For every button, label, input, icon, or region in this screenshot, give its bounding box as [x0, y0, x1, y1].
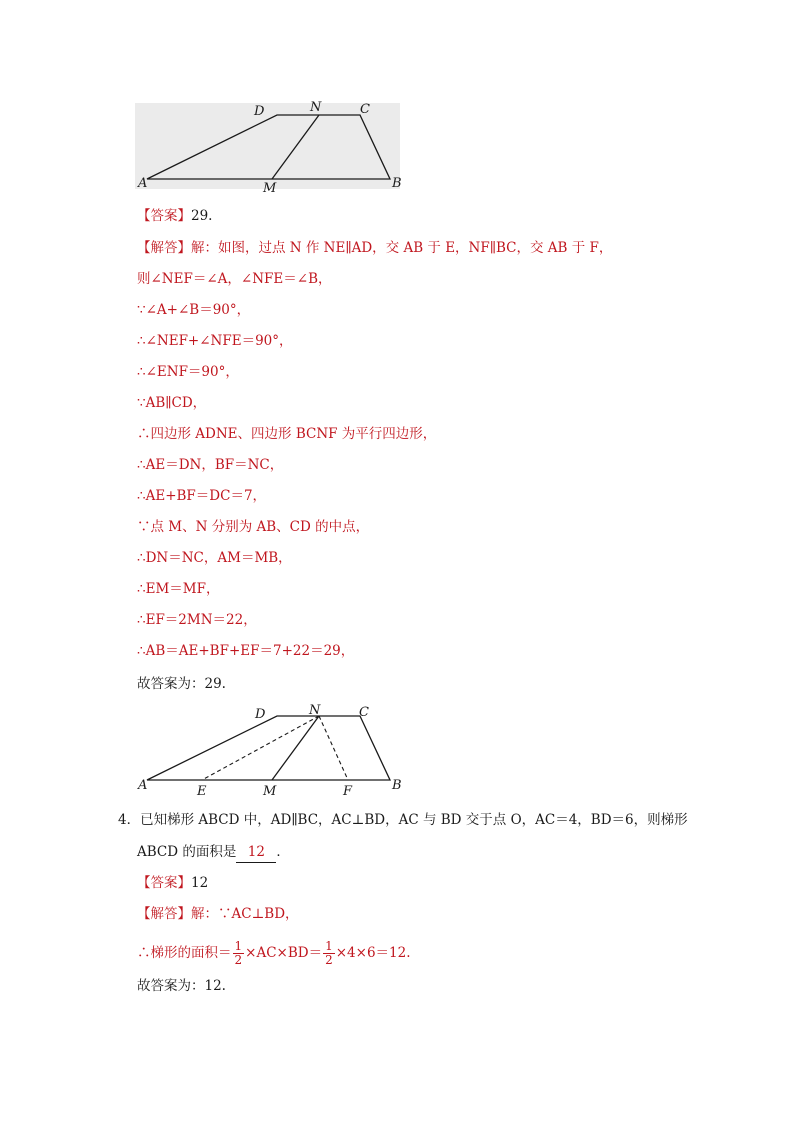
solution-1-line-8: ∴AE＝DN，BF＝NC， — [137, 457, 284, 473]
label-m: M — [263, 784, 277, 799]
solution-4-conclusion: 故答案为：12. — [137, 978, 226, 994]
trapezoid-figure-2 — [130, 700, 405, 800]
label-c: C — [359, 705, 369, 720]
solution-1-line-13: ∴EF＝2MN＝22， — [137, 612, 257, 628]
solution-1-line-7: ∴四边形 ADNE、四边形 BCNF 为平行四边形， — [137, 426, 437, 442]
question-4-line-1: 4．已知梯形 ABCD 中，AD∥BC，AC⊥BD，AC 与 BD 交于点 O，AC＝4，BD＝6，则梯形 — [118, 812, 688, 828]
segment-nf — [319, 716, 348, 780]
solution-1-line-9: ∴AE+BF＝DC＝7， — [137, 488, 267, 504]
label-d: D — [255, 707, 266, 722]
solution-4-line-2: ∴梯形的面积＝ $\frac{1}{2}$ ×AC×BD＝ $\frac{1}{2}$ ×4×6＝12. — [137, 939, 411, 967]
solution-1-line-11: ∴DN＝NC，AM＝MB， — [137, 550, 292, 566]
solution-1-line-12: ∴EM＝MF， — [137, 581, 220, 597]
segment-ne — [202, 716, 319, 780]
solution-1-line-14: ∴AB＝AE+BF+EF＝7+22＝29， — [137, 643, 355, 659]
solution-1-line-4: ∴∠NEF+∠NFE＝90°， — [137, 333, 293, 349]
label-f: F — [343, 784, 353, 799]
label-n: N — [309, 703, 321, 718]
question-4-line-2: ABCD 的面积是 12 ． — [137, 842, 290, 863]
label-b: B — [392, 778, 402, 793]
label-b: B — [392, 176, 402, 191]
label-d: D — [254, 104, 265, 119]
solution-1-conclusion: 故答案为：29. — [137, 676, 226, 692]
solution-1-line-10: ∵点 M、N 分别为 AB、CD 的中点， — [137, 519, 370, 535]
fraction-one-half: $\frac{1}{2}$ — [234, 939, 243, 967]
answer-4: 【答案】12 — [137, 875, 209, 891]
answer-blank: 12 — [236, 842, 276, 863]
solution-4-line-1: 【解答】解：∵AC⊥BD， — [137, 906, 299, 922]
label-a: A — [138, 176, 148, 191]
solution-1-line-3: ∵∠A+∠B＝90°， — [137, 302, 251, 318]
trapezoid-figure-1 — [130, 95, 405, 200]
label-m: M — [263, 181, 277, 196]
label-a: A — [138, 778, 148, 793]
trapezoid-abcd — [147, 716, 390, 780]
answer-1: 【答案】29. — [137, 208, 213, 224]
solution-1-line-1: 【解答】解：如图，过点 N 作 NE∥AD，交 AB 于 E，NF∥BC，交 AB 于 F， — [137, 240, 613, 256]
solution-1-line-2: 则∠NEF＝∠A，∠NFE＝∠B， — [137, 271, 332, 287]
label-c: C — [360, 102, 370, 117]
label-e: E — [197, 784, 207, 799]
label-n: N — [310, 100, 322, 115]
solution-1-line-5: ∴∠ENF＝90°， — [137, 364, 239, 380]
segment-mn — [272, 716, 319, 780]
solution-1-line-6: ∵AB∥CD， — [137, 395, 207, 411]
fraction-one-half: $\frac{1}{2}$ — [325, 939, 333, 967]
